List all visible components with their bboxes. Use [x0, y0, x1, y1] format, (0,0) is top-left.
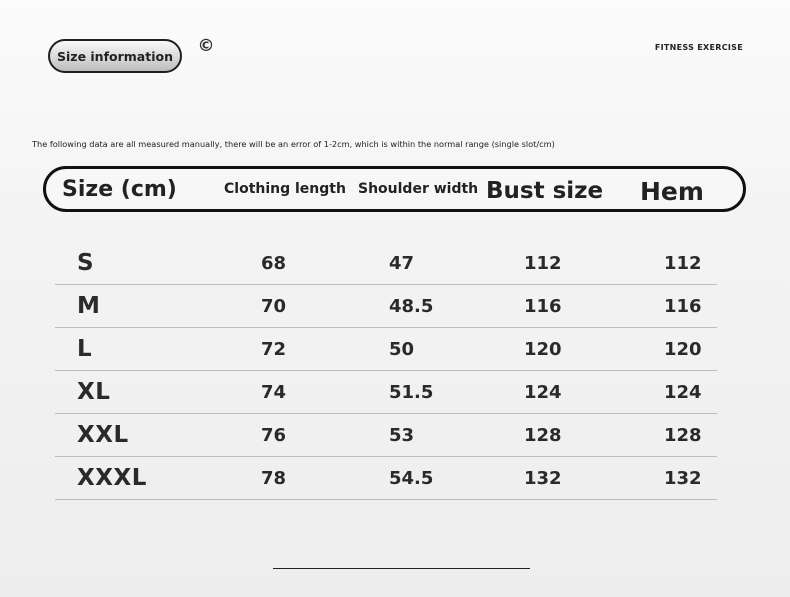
table-row — [55, 242, 717, 285]
header-bust-size: Bust size — [486, 178, 604, 204]
header-clothing-length: Clothing length — [224, 181, 346, 197]
table-row — [55, 414, 717, 457]
shoulder-width-cell: 47 — [389, 253, 415, 274]
size-table-header — [43, 166, 746, 212]
size-cell: XXXL — [77, 465, 147, 491]
shoulder-width-cell: 54.5 — [389, 468, 434, 489]
size-cell: M — [77, 293, 101, 319]
clothing-length-cell: 68 — [261, 253, 287, 274]
clothing-length-cell: 78 — [261, 468, 287, 489]
brand-label: FITNESS EXERCISE — [654, 43, 743, 52]
bust-size-cell: 112 — [524, 253, 562, 274]
size-information-label: Size information — [57, 48, 173, 64]
table-row — [55, 371, 717, 414]
table-row — [55, 285, 717, 328]
size-information-badge — [48, 39, 182, 73]
header-shoulder-width: Shoulder width — [358, 181, 479, 197]
hem-cell: 124 — [664, 382, 702, 403]
size-cell: XXL — [77, 422, 129, 448]
clothing-length-cell: 74 — [261, 382, 287, 403]
hem-cell: 128 — [664, 425, 702, 446]
table-row — [55, 328, 717, 371]
hem-cell: 120 — [664, 339, 702, 360]
size-cell: XL — [77, 379, 111, 405]
shoulder-width-cell: 48.5 — [389, 296, 434, 317]
footer-divider — [273, 568, 530, 569]
header-size: Size (cm) — [62, 176, 177, 202]
size-table — [55, 242, 717, 500]
hem-cell: 112 — [664, 253, 702, 274]
clothing-length-cell: 72 — [261, 339, 287, 360]
measurement-note: The following data are all measured manually, there will be an error of 1-2cm, which is within the normal range (single slot/cm) — [32, 139, 555, 149]
bust-size-cell: 128 — [524, 425, 562, 446]
bust-size-cell: 124 — [524, 382, 562, 403]
shoulder-width-cell: 53 — [389, 425, 415, 446]
copyright-icon: © — [197, 35, 215, 56]
table-row — [55, 457, 717, 500]
bust-size-cell: 132 — [524, 468, 562, 489]
bust-size-cell: 116 — [524, 296, 562, 317]
clothing-length-cell: 76 — [261, 425, 287, 446]
size-cell: L — [77, 336, 93, 362]
hem-cell: 116 — [664, 296, 702, 317]
hem-cell: 132 — [664, 468, 702, 489]
size-cell: S — [77, 250, 95, 276]
shoulder-width-cell: 50 — [389, 339, 415, 360]
header-hem: Hem — [640, 176, 704, 206]
bust-size-cell: 120 — [524, 339, 562, 360]
clothing-length-cell: 70 — [261, 296, 287, 317]
shoulder-width-cell: 51.5 — [389, 382, 434, 403]
